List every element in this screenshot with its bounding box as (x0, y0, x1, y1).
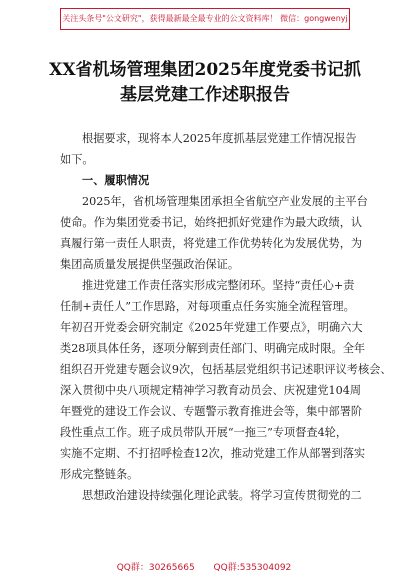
intro-line-1: 根据要求，现将本人2025年度抓基层党建工作情况报告 (82, 132, 357, 145)
para1-line-4: 集团高质量发展提供坚强政治保证。 (60, 258, 240, 271)
para2-line-7: 年暨党的建设工作会议、专题警示教育推进会等，集中部署阶 (60, 405, 363, 418)
para2-line-5: 组织召开党建专题会议9次，包括基层党组织书记述职评议考核会、 (60, 363, 392, 376)
para2-line-1: 推进党建工作责任落实形成完整闭环。坚持“责任心+责 (82, 279, 355, 292)
document-body (60, 128, 392, 506)
paragraph-2 (60, 275, 392, 485)
para2-line-3: 年初召开党委会研究制定《2025年党建工作要点》，明确六大 (60, 321, 363, 334)
document-title (40, 58, 370, 108)
intro-line-2: 如下。 (60, 153, 94, 166)
section-heading (60, 170, 358, 191)
footer-qq-2: QQ群:535304092 (213, 563, 292, 573)
paragraph-3 (60, 485, 362, 506)
para2-line-10: 形成完整链条。 (60, 468, 139, 481)
footer-contact (0, 560, 408, 573)
para3-line-1: 思想政治建设持续强化理论武装。将学习宣传贯彻党的二 (82, 489, 362, 502)
intro-paragraph (60, 128, 358, 170)
para2-line-8: 段性重点工作。班子成员带队开展“一拖三”专项督查4轮， (60, 426, 348, 439)
title-line-1: XX省机场管理集团2025年度党委书记抓 (49, 60, 361, 80)
para2-line-9: 实施不定期、不打招呼检查12次，推动党建工作从部署到落实 (60, 447, 366, 460)
para1-line-1: 2025年，省机场管理集团承担全省航空产业发展的主平台 (82, 195, 368, 208)
section1-heading: 一、履职情况 (82, 173, 150, 187)
footer-qq-1: QQ群：30265665 (116, 563, 195, 573)
para2-line-6: 深入贯彻中央八项规定精神学习教育动员会、庆祝建党104周 (60, 384, 362, 397)
title-line-2: 基层党建工作述职报告 (120, 85, 290, 105)
para2-line-2: 任制+责任人”工作思路，对每项重点任务实施全流程管理。 (60, 300, 355, 313)
para1-line-2: 使命。作为集团党委书记，始终把抓好党建作为最大政绩，认 (60, 216, 363, 229)
para1-line-3: 真履行第一责任人职责，将党建工作优势转化为发展优势，为 (60, 237, 363, 250)
header-banner: 关注头条号"公文研究"，获得最新最全最专业的公文资料库！ 微信：gongwenyj (60, 8, 350, 30)
paragraph-1 (60, 191, 368, 275)
para2-line-4: 类28项具体任务，逐项分解到责任部门、明确完成时限。全年 (60, 342, 366, 355)
